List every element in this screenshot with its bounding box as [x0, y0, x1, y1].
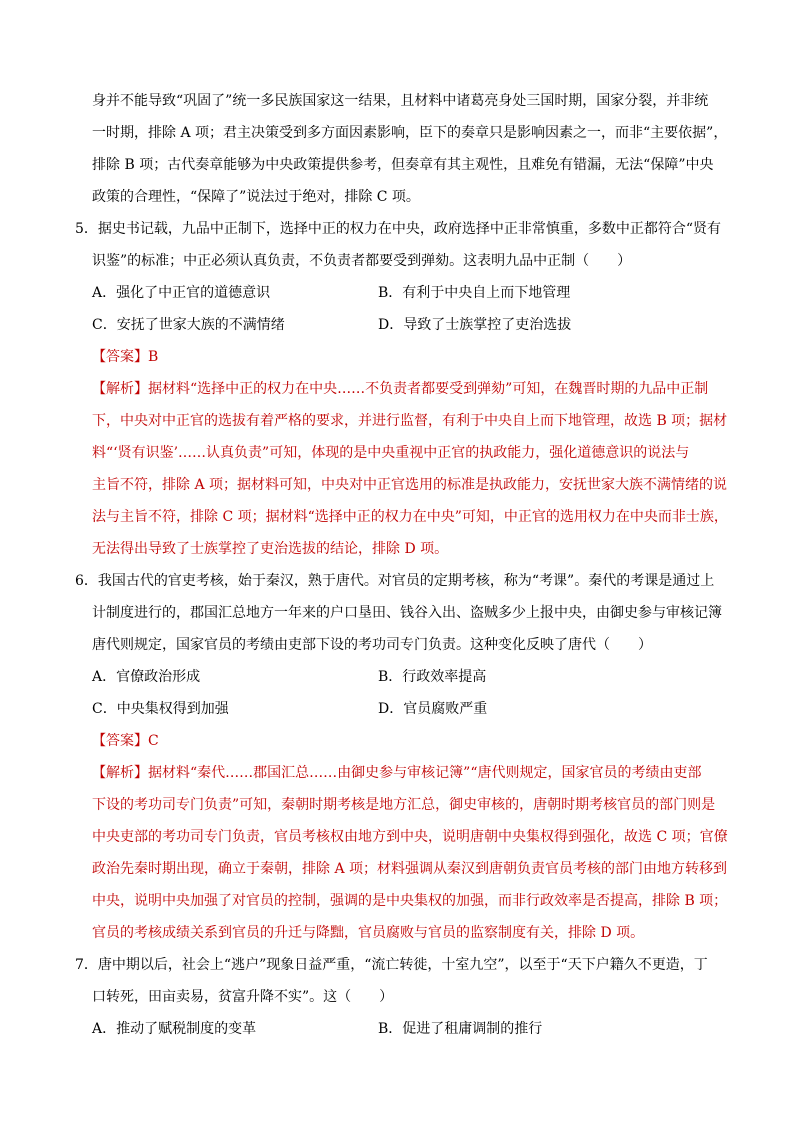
q5-answer	[92, 348, 732, 366]
q5-stem-line-1: 5．据史书记载，九品中正制下，选择中正的权力在中央，政府选择中正非常慎重，多数中正都符合“贤有	[75, 221, 722, 237]
q6-analysis-line-6: 官员的考核成绩关系到官员的升迁与降黜，官员腐败与官员的监察制度有关，排除 D 项。	[92, 925, 645, 941]
q5-analysis-line-1	[92, 380, 732, 398]
answer-tag: 【答案】	[92, 733, 148, 749]
analysis-text-b: “唐代则规定，国家官员的考绩由吏部	[470, 765, 702, 781]
q5-option-b: B．有利于中央自上而下地管理	[378, 285, 571, 301]
q6-analysis-line-5: 中央，说明中央加强了对官员的控制，强调的是中央集权的加强，而非行政效率是否提高，排除 B 项；	[92, 893, 728, 909]
q6-answer	[92, 732, 732, 750]
q6-stem-line-1: 6．我国古代的官吏考核，始于秦汉，熟于唐代。对官员的定期考核，称为“考课”。秦代的考课是通过上	[75, 573, 715, 589]
q5-option-d: D．导致了士族掌控了吏治选拔	[378, 317, 572, 333]
q5-analysis-line-2: 下，中央对中正官的选拔有着严格的要求，并进行监督，有利于中央自上而下地管理，故选 B 项；据材	[92, 413, 728, 429]
q4-analysis-line-1	[92, 92, 732, 110]
q5-option-c: C．安抚了世家大族的不满情绪	[92, 317, 285, 333]
q7-stem-line-2: 口转死，田亩卖易，贫富升降不实”。这（ ）	[92, 989, 394, 1005]
q5-option-a: A．强化了中正官的道德意识	[92, 285, 271, 301]
q5-analysis-line-5: 法与主旨不符，排除 C 项；据材料“选择中正的权力在中央”可知，中正官的选用权力在中央而非士族，	[92, 509, 728, 525]
q6-stem-line-2: 计制度进行的，郡国汇总地方一年来的户口垦田、钱谷入出、盗贼多少上报中央，由御史参与审核记簿	[92, 605, 722, 621]
q7-stem-line-1: 7．唐中期以后，社会上“逃户”现象日益严重，“流亡转徙，十室九空”，以至于“天下户籍久不更造，丁	[75, 957, 708, 973]
q6-stem-line-3: 唐代则规定，国家官员的考绩由吏部下设的考功司专门负责。这种变化反映了唐代（ ）	[92, 637, 652, 653]
q7-option-b: B．促进了租庸调制的推行	[378, 1021, 543, 1037]
analysis-text: 据材料“选择中正的权力在中央……不负责者都要受到弹劾”可知，在魏晋时期的九品中正制	[148, 381, 709, 397]
answer-tag: 【答案】	[92, 349, 148, 365]
q4-analysis-line-3: 排除 B 项；古代奏章能够为中央政策提供参考，但奏章有其主观性，且难免有错漏，无法“保障”中央	[92, 157, 714, 173]
analysis-tag: 【解析】	[92, 765, 148, 781]
q6-analysis-line-2: 下设的考功司专门负责”可知，秦朝时期考核是地方汇总，御史审核的，唐朝时期考核官员的部门则是	[92, 797, 716, 813]
q7-option-a: A．推动了赋税制度的变革	[92, 1021, 257, 1037]
q6-option-b: B．行政效率提高	[378, 669, 487, 685]
q5-analysis-line-3: 料“‘贤有识鉴’……认真负责”可知，体现的是中央重视中正官的执政能力，强化道德意识的说法与	[92, 445, 690, 461]
q6-option-d: D．官员腐败严重	[378, 701, 488, 717]
answer-value: C	[148, 733, 159, 749]
q4-text: 身并不能导致“巩固了”统一多民族国家这一结果，且材料中诸葛亮身处三国时期，国家分裂，并非统	[92, 93, 709, 109]
q5-analysis-line-4: 主旨不符，排除 A 项；据材料可知，中央对中正官选用的标准是执政能力，安抚世家大族不满情绪的说	[92, 477, 728, 493]
q6-option-a: A．官僚政治形成	[92, 669, 201, 685]
q4-analysis-line-4: 政策的合理性，“保障了”说法过于绝对，排除 C 项。	[92, 189, 420, 205]
analysis-tag: 【解析】	[92, 381, 148, 397]
q4-analysis-line-2: 一时期，排除 A 项；君主决策受到多方面因素影响，臣下的奏章只是影响因素之一，而非“主要依据”，	[92, 125, 728, 141]
q6-analysis-line-3: 中央吏部的考功司专门负责，官员考核权由地方到中央，说明唐朝中央集权得到强化，故选 C 项；官僚	[92, 829, 728, 845]
q6-analysis-line-4: 政治先秦时期出现，确立于秦朝，排除 A 项；材料强调从秦汉到唐朝负责官员考核的部门由地方转移到	[92, 861, 728, 877]
analysis-text-a: 据材料“秦代……郡国汇总……由御史参与审核记簿”	[148, 765, 471, 781]
q6-analysis-line-1	[92, 764, 732, 782]
q5-stem-line-2: 识鉴”的标准；中正必须认真负责，不负责者都要受到弹劾。这表明九品中正制（ ）	[92, 253, 632, 269]
q5-analysis-line-6: 无法得出导致了士族掌控了吏治选拔的结论，排除 D 项。	[92, 541, 449, 557]
q6-option-c: C．中央集权得到加强	[92, 701, 229, 717]
answer-value: B	[148, 349, 159, 365]
